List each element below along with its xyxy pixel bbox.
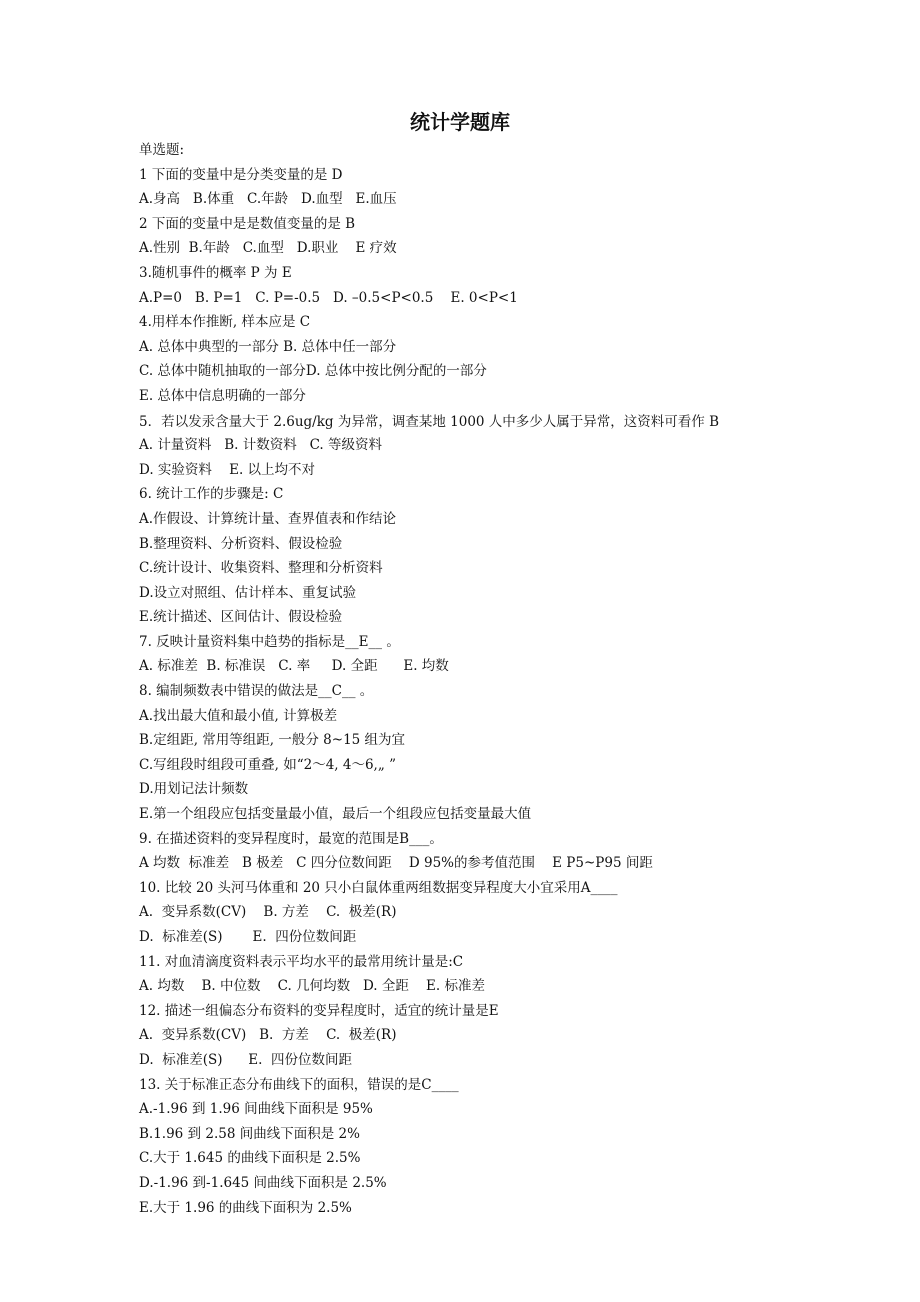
question-6-option-c: C.统计设计、收集资料、整理和分析资料 <box>139 560 383 577</box>
question-4-option-e: E. 总体中信息明确的一部分 <box>139 387 306 404</box>
question-12-options-abc: A. 变异系数(CV) B. 方差 C. 极差(R) <box>139 1027 397 1044</box>
question-4-options-ab: A. 总体中典型的一部分 B. 总体中任一部分 <box>139 338 397 355</box>
question-6-option-e: E.统计描述、区间估计、假设检验 <box>139 609 343 626</box>
question-5-options-abc: A. 计量资料 B. 计数资料 C. 等级资料 <box>139 437 383 454</box>
question-11-options: A. 均数 B. 中位数 C. 几何均数 D. 全距 E. 标准差 <box>139 978 485 995</box>
question-9-options: A 均数 标准差 B 极差 C 四分位数间距 D 95%的参考值范围 E P5~P95 间距 <box>139 855 653 872</box>
question-8-option-c: C.写组段时组段可重叠, 如“2～4, 4～6,„ ” <box>139 756 397 773</box>
question-13-option-e: E.大于 1.96 的曲线下面积为 2.5% <box>139 1199 352 1216</box>
question-2-options: A.性别 B.年龄 C.血型 D.职业 E 疗效 <box>139 240 397 257</box>
question-12-options-de: D. 标准差(S) E. 四份位数间距 <box>139 1051 352 1068</box>
question-13-option-b: B.1.96 到 2.58 间曲线下面积是 2% <box>139 1125 360 1142</box>
section-heading: 单选题: <box>139 142 185 158</box>
question-13-option-c: C.大于 1.645 的曲线下面积是 2.5% <box>139 1150 361 1167</box>
question-9: 9. 在描述资料的变异程度时，最宽的范围是B___。 <box>139 830 443 847</box>
question-8-option-a: A.找出最大值和最小值, 计算极差 <box>139 707 338 724</box>
question-13-option-d: D.-1.96 到-1.645 间曲线下面积是 2.5% <box>139 1174 387 1191</box>
question-8-option-b: B.定组距, 常用等组距, 一般分 8~15 组为宜 <box>139 732 406 749</box>
question-10-options-abc: A. 变异系数(CV) B. 方差 C. 极差(R) <box>139 904 397 921</box>
document-body <box>139 138 789 1220</box>
question-5-options-de: D. 实验资料 E. 以上均不对 <box>139 461 316 478</box>
question-12: 12. 描述一组偏态分布资料的变异程度时，适宜的统计量是E <box>139 1002 499 1019</box>
question-8: 8. 编制频数表中错误的做法是__C__ 。 <box>139 683 374 700</box>
question-3-options: A.P=0 B. P=1 C. P=-0.5 D. –0.5<P<0.5 E. 0<P<1 <box>139 289 518 306</box>
question-10-options-de: D. 标准差(S) E. 四份位数间距 <box>139 929 357 945</box>
document-title: 统计学题库 <box>410 110 510 134</box>
question-11: 11. 对血清滴度资料表示平均水平的最常用统计量是:C <box>139 953 464 970</box>
question-6-option-a: A.作假设、计算统计量、查界值表和作结论 <box>139 510 397 527</box>
question-6-option-b: B.整理资料、分析资料、假设检验 <box>139 535 343 552</box>
question-13-option-a: A.-1.96 到 1.96 间曲线下面积是 95% <box>139 1101 373 1118</box>
question-6-option-d: D.设立对照组、估计样本、重复试验 <box>139 584 357 601</box>
question-3: 3.随机事件的概率 P 为 E <box>139 264 292 281</box>
question-6: 6. 统计工作的步骤是: C <box>139 486 284 503</box>
question-7: 7. 反映计量资料集中趋势的指标是__E__ 。 <box>139 633 400 650</box>
question-8-option-e: E.第一个组段应包括变量最小值，最后一个组段应包括变量最大值 <box>139 806 532 823</box>
question-7-options: A. 标准差 B. 标准误 C. 率 D. 全距 E. 均数 <box>139 658 449 675</box>
question-1-options: A.身高 B.体重 C.年龄 D.血型 E.血压 <box>139 191 397 208</box>
question-2: 2 下面的变量中是是数值变量的是 B <box>139 215 356 232</box>
question-8-option-d: D.用划记法计频数 <box>139 781 249 798</box>
question-4-options-cd: C. 总体中随机抽取的一部分D. 总体中按比例分配的一部分 <box>139 363 487 380</box>
question-4: 4.用样本作推断, 样本应是 C <box>139 314 311 331</box>
question-5: 5．若以发汞含量大于 2.6ug/kg 为异常，调查某地 1000 人中多少人属于异常，这资料可看作 B <box>139 413 719 430</box>
question-1: 1 下面的变量中是分类变量的是 D <box>139 166 343 183</box>
question-13: 13. 关于标准正态分布曲线下的面积，错误的是C____ <box>139 1076 459 1093</box>
question-10: 10. 比较 20 头河马体重和 20 只小白鼠体重两组数据变异程度大小宜采用A____ <box>139 879 618 896</box>
